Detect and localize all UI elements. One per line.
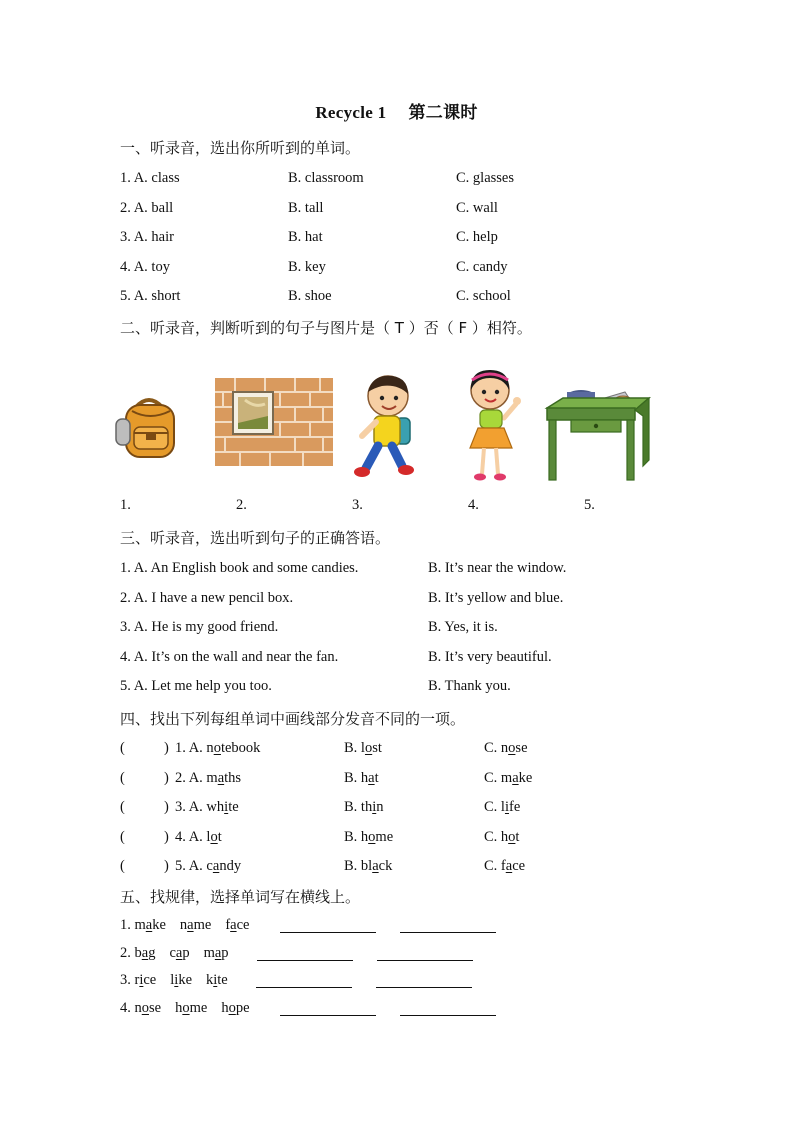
answer-paren-close: ) xyxy=(164,769,169,786)
part1-option: B. key xyxy=(288,258,326,275)
desk-with-items-icon xyxy=(543,386,653,482)
answer-paren-open: ( xyxy=(120,858,125,874)
answer-blank xyxy=(400,932,496,933)
pattern-word-post: ce xyxy=(143,972,157,988)
part4-option-b xyxy=(344,829,393,846)
word-c-underlined: o xyxy=(508,740,516,756)
backpack-icon xyxy=(114,393,184,461)
word-b xyxy=(344,740,382,756)
part4-option-c xyxy=(484,740,528,757)
section-2-heading: 二、听录音，判断听到的句子与图片是（ T ）否（ F ）相符。 xyxy=(120,319,532,337)
word-c xyxy=(484,770,532,786)
answer-paren-close: ) xyxy=(164,740,169,756)
word-a-underlined: a xyxy=(212,858,220,874)
word-b-underlined: o xyxy=(368,828,376,845)
pattern-word xyxy=(225,917,249,933)
pattern-word-pre: r xyxy=(134,972,140,988)
item-number: 2. xyxy=(120,944,135,961)
word-b xyxy=(344,770,379,786)
question-number: 4. xyxy=(175,828,189,845)
part4-option-a xyxy=(175,770,241,787)
question-number: 2. xyxy=(175,769,189,786)
pattern-word-pre: h xyxy=(221,999,229,1016)
question-number: 5. xyxy=(175,858,189,874)
pattern-word xyxy=(180,917,211,933)
part1-option: 1. A. class xyxy=(120,170,180,186)
word-c-post: se xyxy=(515,740,528,756)
word-a-underlined: a xyxy=(217,769,225,786)
part3-option-b: B. It’s very beautiful. xyxy=(428,648,552,665)
part4-option-b xyxy=(344,799,383,816)
section-5-heading: 五、找规律，选择单词写在横线上。 xyxy=(120,888,361,906)
word-a xyxy=(189,799,239,815)
pattern-word-underlined: a xyxy=(175,944,183,961)
part1-option: B. classroom xyxy=(288,170,364,186)
word-b xyxy=(344,858,392,874)
word-b-post: me xyxy=(375,828,394,845)
pattern-word-pre: c xyxy=(169,944,176,961)
word-a-post: tebook xyxy=(220,740,261,756)
word-a xyxy=(189,829,222,845)
part4-option-c xyxy=(484,770,532,787)
word-c xyxy=(484,799,520,815)
pattern-word-underlined: a xyxy=(141,944,149,961)
part3-option-a: 3. A. He is my good friend. xyxy=(120,619,279,635)
word-c-post: fe xyxy=(508,799,521,815)
boy-with-bag-icon xyxy=(352,372,418,482)
question-number: 1. xyxy=(175,740,189,756)
word-b-underlined: a xyxy=(368,769,375,786)
pattern-word-underlined: a xyxy=(145,917,153,933)
answer-blank xyxy=(280,1015,376,1016)
pattern-word-pre: f xyxy=(225,917,231,933)
word-b-pre: B. bl xyxy=(344,858,373,874)
word-a xyxy=(189,740,261,756)
part3-option-b: B. It’s yellow and blue. xyxy=(428,589,564,606)
answer-paren-open: ( xyxy=(120,740,125,756)
item-number: 4. xyxy=(120,999,135,1016)
pattern-word-post: me xyxy=(189,999,208,1016)
part4-option-a xyxy=(175,740,260,757)
part5-words xyxy=(120,917,249,934)
question-number: 3. xyxy=(175,799,189,815)
pattern-word-post: p xyxy=(182,944,190,961)
part1-option: 5. A. short xyxy=(120,288,181,304)
item-number: 3. xyxy=(120,972,135,988)
word-b xyxy=(344,799,383,815)
part3-option-a: 1. A. An English book and some candies. xyxy=(120,560,359,576)
pattern-word-post: se xyxy=(149,999,162,1016)
part4-option-b xyxy=(344,858,392,875)
word-c xyxy=(484,858,525,874)
part4-option-a xyxy=(175,829,222,846)
part4-option-c xyxy=(484,829,519,846)
word-c-pre: C. h xyxy=(484,828,509,845)
word-b-pre: B. l xyxy=(344,740,365,756)
word-c-underlined: i xyxy=(504,799,509,815)
part1-option: C. candy xyxy=(456,258,508,275)
pattern-word xyxy=(135,1000,162,1016)
word-a-post: ths xyxy=(224,769,242,786)
word-a-post: t xyxy=(217,828,222,845)
word-b-underlined: a xyxy=(372,858,379,874)
part5-words xyxy=(120,972,228,989)
section-3-heading: 三、听录音，选出听到句子的正确答语。 xyxy=(120,529,391,547)
pattern-word-pre: n xyxy=(179,917,188,933)
word-a-underlined: o xyxy=(210,828,218,845)
word-a xyxy=(189,858,241,874)
answer-paren-open: ( xyxy=(120,769,125,786)
part3-option-a: 2. A. I have a new pencil box. xyxy=(120,589,294,606)
answer-blank xyxy=(280,932,376,933)
part1-option: C. help xyxy=(456,229,498,245)
pattern-word-pre: m xyxy=(134,917,146,933)
pattern-word xyxy=(169,945,189,961)
pattern-word-underlined: i xyxy=(174,972,179,988)
pattern-word xyxy=(204,945,229,961)
pattern-word-post: pe xyxy=(235,999,250,1016)
word-c-post: ke xyxy=(518,769,533,786)
picture-number: 1. xyxy=(120,497,131,513)
part1-option: 4. A. toy xyxy=(120,258,170,275)
word-c-pre: C. f xyxy=(484,858,506,874)
word-a-pre: A. n xyxy=(188,740,214,756)
word-a-pre: A. l xyxy=(188,828,211,845)
pattern-word xyxy=(135,945,156,961)
answer-blank xyxy=(400,1015,496,1016)
pattern-word-post: te xyxy=(217,972,228,988)
word-b-pre: B. h xyxy=(344,769,369,786)
pattern-word-underlined: i xyxy=(139,972,144,988)
word-c-pre: C. n xyxy=(484,740,509,756)
pattern-word-underlined: a xyxy=(187,917,194,933)
pattern-word-underlined: o xyxy=(182,999,190,1016)
brick-wall-with-picture-icon xyxy=(215,378,333,466)
pattern-word xyxy=(135,917,166,933)
pattern-word-post: ke xyxy=(152,917,166,933)
picture-number: 3. xyxy=(352,497,363,513)
answer-blank xyxy=(376,987,472,988)
part3-option-a: 5. A. Let me help you too. xyxy=(120,678,272,694)
part3-option-a: 4. A. It’s on the wall and near the fan. xyxy=(120,648,339,665)
word-a-post: ndy xyxy=(219,858,242,874)
word-b-underlined: o xyxy=(364,740,373,756)
part3-option-b: B. It’s near the window. xyxy=(428,560,567,576)
word-a xyxy=(189,770,241,786)
answer-blank xyxy=(256,987,352,988)
picture-number: 4. xyxy=(468,497,479,513)
part1-option: 2. A. ball xyxy=(120,199,174,216)
pattern-word-underlined: o xyxy=(141,999,149,1016)
word-c-pre: C. m xyxy=(484,769,513,786)
word-b-post: ck xyxy=(378,858,393,874)
word-b-post: t xyxy=(374,769,379,786)
pattern-word-underlined: a xyxy=(230,917,237,933)
pattern-word-pre: n xyxy=(134,999,142,1016)
pattern-word-post: p xyxy=(221,944,229,961)
part1-option: B. tall xyxy=(288,199,324,216)
answer-paren-close: ) xyxy=(164,799,169,815)
word-b-underlined: i xyxy=(372,799,377,815)
pattern-word-pre: l xyxy=(170,972,175,988)
part1-option: 3. A. hair xyxy=(120,229,174,245)
word-b-pre: B. th xyxy=(344,799,373,815)
answer-paren-close: ) xyxy=(164,828,169,845)
answer-paren-open: ( xyxy=(120,828,125,845)
word-a-underlined: o xyxy=(213,740,221,756)
pattern-word xyxy=(221,1000,249,1016)
pattern-word-underlined: o xyxy=(228,999,236,1016)
word-c-underlined: a xyxy=(505,858,513,874)
word-c-post: t xyxy=(515,828,520,845)
answer-paren-close: ) xyxy=(164,858,169,874)
part1-option: C. wall xyxy=(456,199,498,216)
part4-option-c xyxy=(484,858,525,875)
picture-number: 2. xyxy=(236,497,247,513)
answer-paren-open: ( xyxy=(120,799,125,815)
part5-words xyxy=(120,1000,250,1017)
pattern-word xyxy=(175,1000,207,1016)
word-c-post: ce xyxy=(512,858,526,874)
part3-option-b: B. Yes, it is. xyxy=(428,619,498,635)
word-a-pre: A. wh xyxy=(188,799,225,815)
pattern-word-post: ce xyxy=(236,917,250,933)
pattern-word xyxy=(170,972,192,988)
part1-option: C. school xyxy=(456,288,511,304)
item-number: 1. xyxy=(120,917,135,933)
pattern-word-post: ke xyxy=(178,972,192,988)
picture-number: 5. xyxy=(584,497,595,513)
word-a-underlined: i xyxy=(224,799,229,815)
pattern-word-pre: k xyxy=(206,972,214,988)
word-c xyxy=(484,740,528,756)
word-c-pre: C. l xyxy=(484,799,505,815)
part1-option: B. hat xyxy=(288,229,323,245)
word-b xyxy=(344,829,393,845)
page-title: Recycle 1 第二课时 xyxy=(315,103,478,122)
section-4-heading: 四、找出下列每组单词中画线部分发音不同的一项。 xyxy=(120,710,466,728)
word-a-post: te xyxy=(228,799,239,815)
girl-waving-icon xyxy=(464,366,526,484)
pattern-word-underlined: a xyxy=(214,944,222,961)
pattern-word-pre: b xyxy=(134,944,142,961)
pattern-word xyxy=(206,972,228,988)
part4-option-b xyxy=(344,770,379,787)
word-c-underlined: o xyxy=(508,828,516,845)
part4-option-b xyxy=(344,740,382,757)
pattern-word-pre: m xyxy=(203,944,215,961)
word-b-post: n xyxy=(376,799,384,815)
answer-blank xyxy=(377,960,473,961)
pattern-word xyxy=(135,972,157,988)
part4-option-c xyxy=(484,799,520,816)
word-a-pre: A. c xyxy=(188,858,213,874)
answer-blank xyxy=(257,960,353,961)
word-c xyxy=(484,829,519,845)
part1-option: C. glasses xyxy=(456,170,514,186)
pattern-word-post: me xyxy=(193,917,212,933)
word-b-pre: B. h xyxy=(344,828,369,845)
part4-option-a xyxy=(175,799,239,816)
word-c-underlined: a xyxy=(512,769,519,786)
section-1-heading: 一、听录音，选出你所听到的单词。 xyxy=(120,139,361,157)
word-a-pre: A. m xyxy=(188,769,218,786)
part4-option-a xyxy=(175,858,241,875)
part1-option: B. shoe xyxy=(288,288,332,304)
word-b-post: st xyxy=(372,740,382,756)
pattern-word-pre: h xyxy=(175,999,183,1016)
part3-option-b: B. Thank you. xyxy=(428,678,511,694)
part5-words xyxy=(120,945,229,962)
pattern-word-underlined: i xyxy=(213,972,218,988)
pattern-word-post: g xyxy=(148,944,156,961)
